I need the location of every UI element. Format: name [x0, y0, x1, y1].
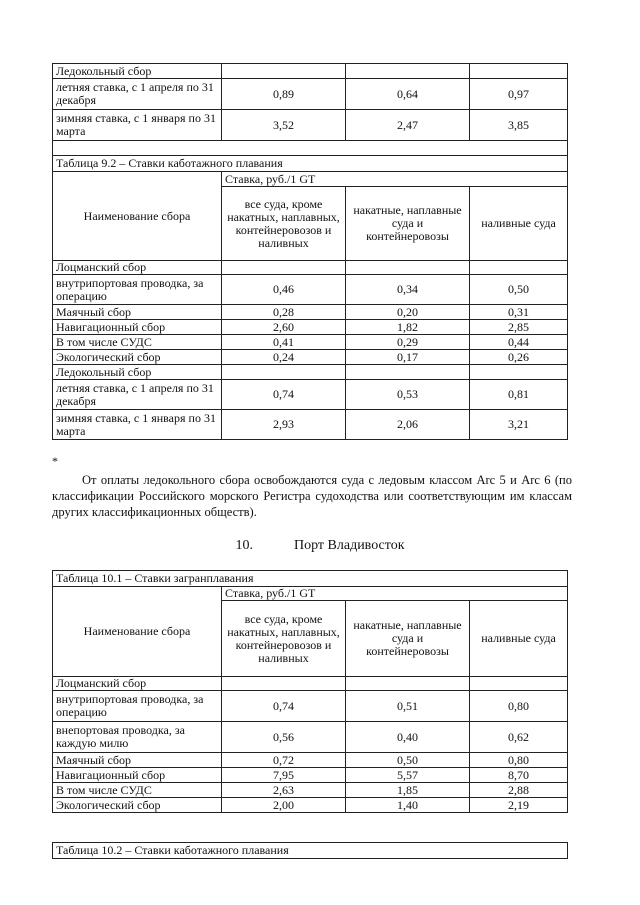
section-heading	[0, 538, 640, 554]
section-number: 10.	[235, 538, 253, 553]
rate-cell	[222, 365, 346, 380]
rate-cell: 1,85	[346, 783, 470, 798]
rate-cell: 5,57	[346, 768, 470, 783]
rate-cell: 0,74	[222, 380, 346, 410]
rate-cell: 0,34	[346, 275, 470, 305]
rate-header: Ставка, руб./1 GT	[222, 587, 568, 601]
column-header-roro: накатные, наплавные суда и контейнеровозы	[346, 187, 470, 261]
rate-cell: 0,89	[222, 79, 346, 110]
table-row	[53, 753, 568, 768]
rate-cell: 0,26	[470, 350, 568, 365]
rate-cell: 0,51	[346, 691, 470, 722]
table-row	[53, 335, 568, 350]
row-name: Маячный сбор	[53, 753, 222, 768]
row-name: внутрипортовая проводка, за операцию	[53, 275, 222, 305]
row-name: Экологический сбор	[53, 798, 222, 813]
row-name: Ледокольный сбор	[53, 64, 222, 79]
rate-cell: 0,53	[346, 380, 470, 410]
rate-cell: 2,00	[222, 798, 346, 813]
rate-cell: 0,46	[222, 275, 346, 305]
rate-cell: 2,47	[346, 110, 470, 141]
rate-cell	[470, 677, 568, 691]
table-10-1	[52, 570, 568, 813]
table-row	[53, 783, 568, 798]
rate-cell	[222, 677, 346, 691]
rate-cell: 3,21	[470, 410, 568, 440]
rate-cell: 0,28	[222, 305, 346, 320]
column-header-name: Наименование сбора	[53, 587, 222, 677]
icebreaker-exemption-note: От оплаты ледокольного сбора освобождаются суда с ледовым классом Arc 5 и Arc 6 (по классификации Российского морского Регистра судоходства или соответствующим им классам других классификационных обществ).	[52, 473, 572, 519]
rate-cell: 2,88	[470, 783, 568, 798]
table-row	[53, 410, 568, 440]
table-gap-row	[53, 141, 568, 155]
rate-cell: 2,19	[470, 798, 568, 813]
row-name: В том числе СУДС	[53, 783, 222, 798]
table-row	[53, 691, 568, 722]
rate-cell	[222, 64, 346, 79]
rate-cell	[222, 261, 346, 275]
rate-header: Ставка, руб./1 GT	[222, 172, 568, 187]
rate-cell	[470, 64, 568, 79]
rate-cell: 0,62	[470, 722, 568, 753]
footnote-mark: *	[52, 454, 58, 468]
rate-cell: 2,60	[222, 320, 346, 335]
row-name: Лоцманский сбор	[53, 261, 222, 275]
table-row	[53, 380, 568, 410]
rate-cell: 1,82	[346, 320, 470, 335]
row-name: летняя ставка, с 1 апреля по 31 декабря	[53, 380, 222, 410]
rate-cell: 8,70	[470, 768, 568, 783]
rate-cell: 0,80	[470, 753, 568, 768]
rate-cell	[470, 365, 568, 380]
row-name: Маячный сбор	[53, 305, 222, 320]
rate-cell: 3,52	[222, 110, 346, 141]
row-name: внутрипортовая проводка, за операцию	[53, 691, 222, 722]
rate-cell: 0,74	[222, 691, 346, 722]
row-name: Навигационный сбор	[53, 768, 222, 783]
row-name: летняя ставка, с 1 апреля по 31 декабря	[53, 79, 222, 110]
table-row	[53, 722, 568, 753]
column-header-all-vessels: все суда, кроме накатных, наплавных, контейнеровозов и наливных	[222, 187, 346, 261]
rate-cell: 0,24	[222, 350, 346, 365]
rate-cell: 2,93	[222, 410, 346, 440]
rate-cell: 0,40	[346, 722, 470, 753]
table-row	[53, 798, 568, 813]
table-9-1-continuation	[52, 63, 568, 155]
rate-cell: 0,50	[470, 275, 568, 305]
rate-cell: 7,95	[222, 768, 346, 783]
row-name: В том числе СУДС	[53, 335, 222, 350]
row-name: зимняя ставка, с 1 января по 31 марта	[53, 110, 222, 141]
rate-cell: 0,72	[222, 753, 346, 768]
table-caption: Таблица 9.2 – Ставки каботажного плавания	[53, 156, 568, 172]
rate-cell	[346, 261, 470, 275]
rate-cell: 0,44	[470, 335, 568, 350]
rate-cell: 1,40	[346, 798, 470, 813]
rate-cell: 0,17	[346, 350, 470, 365]
column-header-tankers: наливные суда	[470, 187, 568, 261]
rate-cell	[346, 365, 470, 380]
table-10-2	[52, 842, 568, 859]
rate-cell: 3,85	[470, 110, 568, 141]
rate-cell	[470, 261, 568, 275]
rate-cell	[346, 64, 470, 79]
column-header-roro: накатные, наплавные суда и контейнеровозы	[346, 601, 470, 677]
table-row	[53, 365, 568, 380]
row-name: Навигационный сбор	[53, 320, 222, 335]
table-9-2	[52, 155, 568, 440]
row-name: Экологический сбор	[53, 350, 222, 365]
section-title: Порт Владивосток	[293, 538, 405, 553]
row-name: Лоцманский сбор	[53, 677, 222, 691]
table-row	[53, 110, 568, 141]
column-header-tankers: наливные суда	[470, 601, 568, 677]
table-caption: Таблица 10.2 – Ставки каботажного плавания	[53, 843, 568, 859]
rate-cell: 0,56	[222, 722, 346, 753]
rate-cell: 0,64	[346, 79, 470, 110]
table-row	[53, 320, 568, 335]
column-header-name: Наименование сбора	[53, 172, 222, 261]
rate-cell: 2,63	[222, 783, 346, 798]
row-name: Ледокольный сбор	[53, 365, 222, 380]
rate-cell: 0,20	[346, 305, 470, 320]
table-row	[53, 305, 568, 320]
rate-cell: 0,29	[346, 335, 470, 350]
table-row	[53, 64, 568, 79]
rate-cell: 0,80	[470, 691, 568, 722]
row-name: зимняя ставка, с 1 января по 31 марта	[53, 410, 222, 440]
rate-cell	[346, 677, 470, 691]
rate-cell: 0,31	[470, 305, 568, 320]
table-row	[53, 677, 568, 691]
rate-cell: 2,06	[346, 410, 470, 440]
rate-cell: 0,50	[346, 753, 470, 768]
rate-cell: 2,85	[470, 320, 568, 335]
column-header-all-vessels: все суда, кроме накатных, наплавных, контейнеровозов и наливных	[222, 601, 346, 677]
table-row	[53, 275, 568, 305]
table-row	[53, 261, 568, 275]
table-caption: Таблица 10.1 – Ставки загранплавания	[53, 571, 568, 587]
row-name: внепортовая проводка, за каждую милю	[53, 722, 222, 753]
rate-cell: 0,97	[470, 79, 568, 110]
table-row	[53, 768, 568, 783]
rate-cell: 0,41	[222, 335, 346, 350]
rate-cell: 0,81	[470, 380, 568, 410]
table-gap	[53, 141, 568, 155]
table-row	[53, 79, 568, 110]
table-row	[53, 350, 568, 365]
